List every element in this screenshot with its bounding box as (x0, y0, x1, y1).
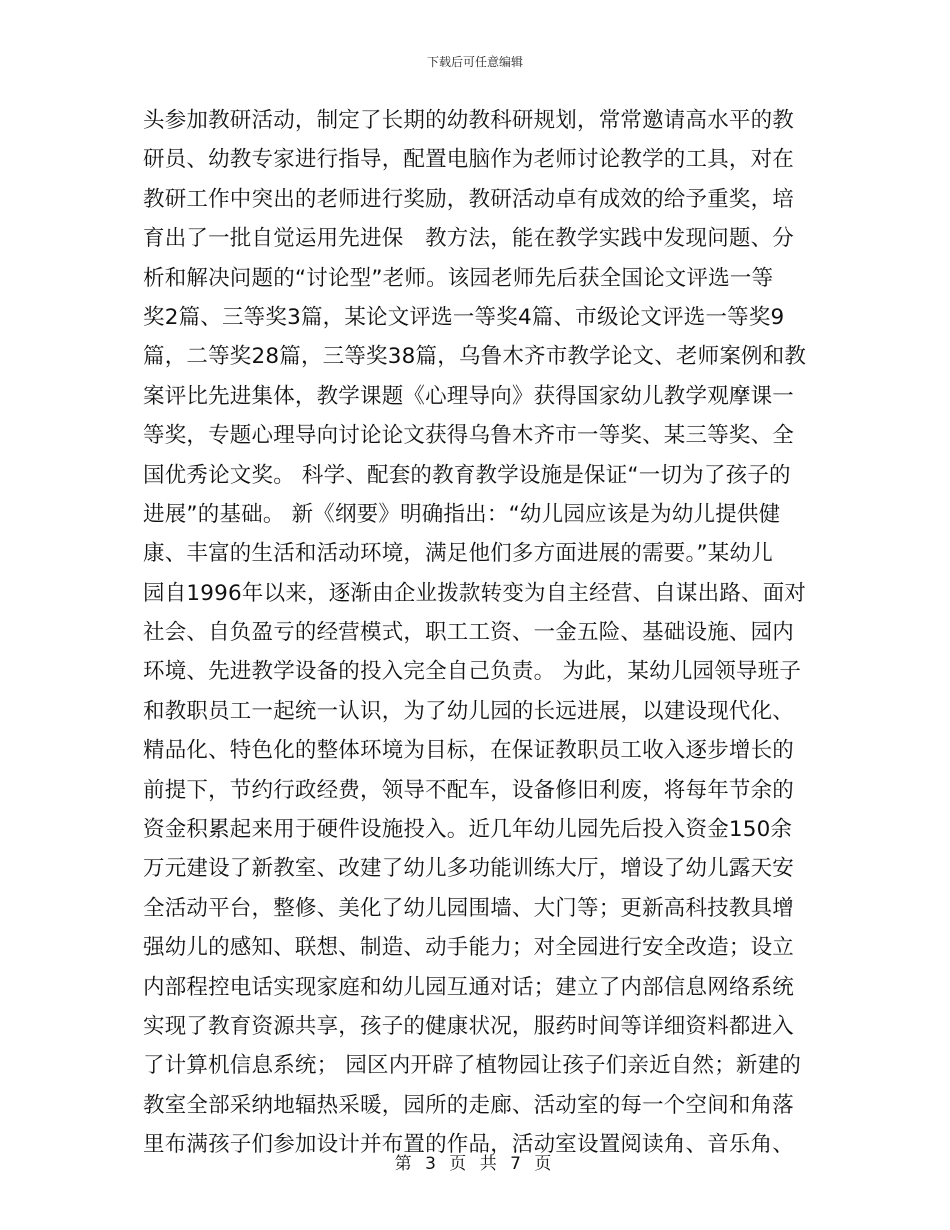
text-line: 全活动平台，整修、美化了幼儿园围墙、大门等；更新高科技教具增 (143, 895, 795, 921)
text-line: 康、丰富的生活和活动环境，满足他们多方面进展的需要。”某幼儿 (143, 541, 773, 567)
text-line: 教室全部采纳地辐热采暖，园所的走廊、活动室的每一个空间和角落 (143, 1092, 795, 1118)
page-number-footer: 第 3 页 共 7 页 (394, 1154, 556, 1174)
text-line: 社会、自负盈亏的经营模式，职工工资、一金五险、基础设施、园内 (143, 620, 795, 646)
text-line: 教研工作中突出的老师进行奖励，教研活动卓有成效的给予重奖，培 (143, 186, 795, 212)
text-line: 案评比先进集体，教学课题《心理导向》获得国家幼儿教学观摩课一 (143, 383, 795, 409)
text-line: 和教职员工一起统一认识，为了幼儿园的长远进展，以建设现代化、 (143, 698, 795, 724)
text-line: 国优秀论文奖。 科学、配套的教育教学设施是保证“一切为了孩子的 (143, 462, 791, 488)
body-text (143, 101, 813, 1165)
text-line: 实现了教育资源共享，孩子的健康状况，服药时间等详细资料都进入 (143, 1013, 795, 1039)
page-header: 下载后可任意编辑 (426, 55, 523, 69)
text-line: 奖2篇、三等奖3篇，某论文评选一等奖4篇、市级论文评选一等奖9 (143, 304, 785, 330)
text-line: 了计算机信息系统； 园区内开辟了植物园让孩子们亲近自然；新建的 (143, 1053, 802, 1079)
text-line: 等奖，专题心理导向讨论论文获得乌鲁木齐市一等奖、某三等奖、全 (143, 423, 795, 449)
text-line: 头参加教研活动，制定了长期的幼教科研规划，常常邀请高水平的教 (143, 108, 795, 133)
text-line: 进展”的基础。 新《纲要》明确指出：“幼儿园应该是为幼儿提供健 (143, 501, 781, 527)
text-line: 析和解决问题的“讨论型”老师。该园老师先后获全国论文评选一等 (143, 265, 774, 291)
text-line: 精品化、特色化的整体环境为目标，在保证教职员工收入逐步增长的 (143, 738, 795, 764)
text-line: 研员、幼教专家进行指导，配置电脑作为老师讨论教学的工具，对在 (143, 147, 795, 173)
text-line: 资金积累起来用于硬件设施投入。近几年幼儿园先后投入资金150余 (143, 817, 793, 843)
text-line: 育出了一批自觉运用先进保 教方法，能在教学实践中发现问题、分 (143, 226, 795, 252)
text-line: 万元建设了新教室、改建了幼儿多功能训练大厅，增设了幼儿露天安 (143, 856, 795, 882)
text-line: 篇，二等奖28篇，三等奖38篇，乌鲁木齐市教学论文、老师案例和教 (143, 344, 807, 370)
text-line: 环境、先进教学设备的投入完全自己负责。 为此，某幼儿园领导班子 (143, 659, 802, 685)
text-line: 前提下，节约行政经费，领导不配车，设备修旧利废，将每年节余的 (143, 777, 795, 803)
text-line: 园自1996年以来，逐渐由企业拨款转变为自主经营、自谋出路、面对 (143, 580, 807, 606)
text-line: 内部程控电话实现家庭和幼儿园互通对话；建立了内部信息网络系统 (143, 974, 795, 1000)
text-line: 强幼儿的感知、联想、制造、动手能力；对全园进行安全改造；设立 (143, 935, 795, 961)
text-line: 里布满孩子们参加设计并布置的作品，活动室设置阅读角、音乐角、 (143, 1132, 795, 1158)
